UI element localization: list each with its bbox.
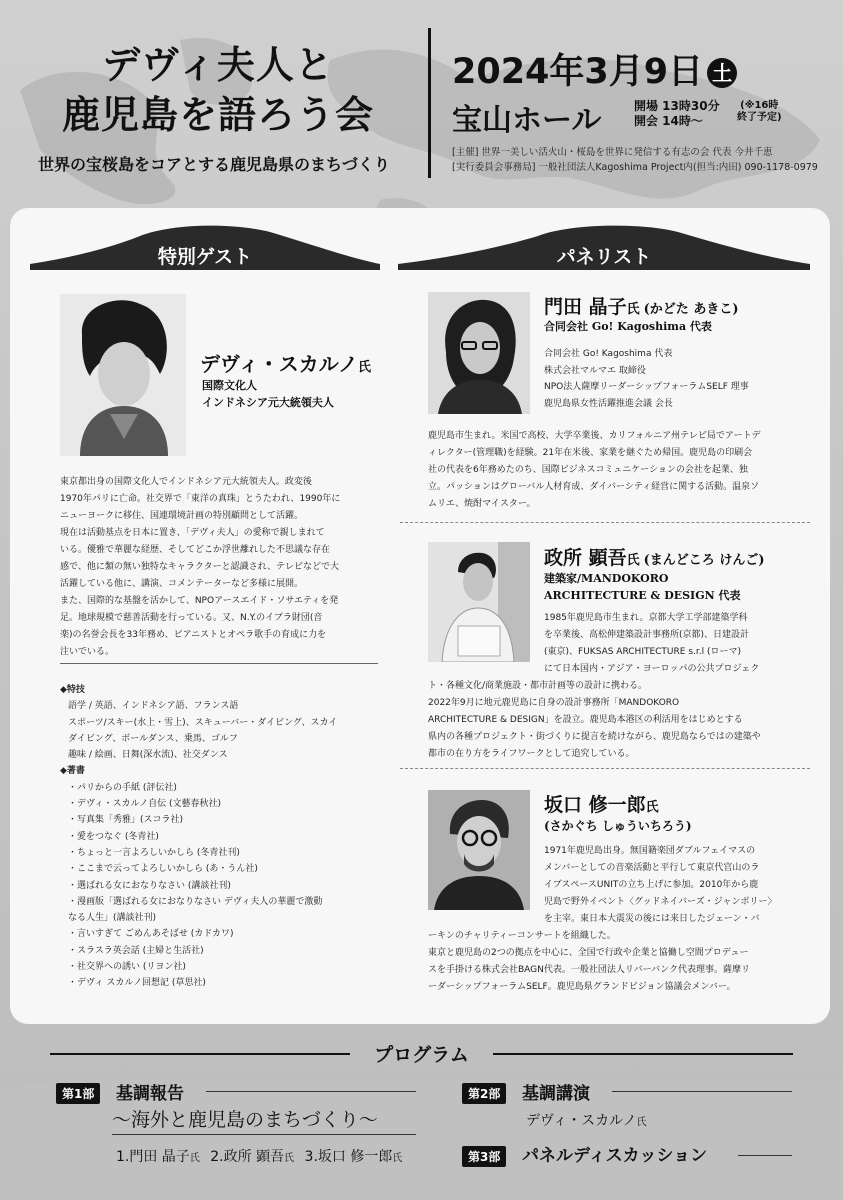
bio-line: ーダーシップフォーラムSELF。鹿児島県グランドビジョン協議会メンバー。 (428, 982, 736, 992)
book-item: ・愛をつなぐ (冬青社) (68, 831, 159, 842)
panelist-3-reading: (さかぐち しゅういちろう) (544, 819, 692, 833)
bio-line: 活躍している他に、講演、コメンテーターなど多様に展開。 (60, 579, 304, 589)
speaker-number: 2. (210, 1149, 224, 1165)
title-line-1: デヴィ夫人と (102, 43, 334, 87)
special-guest-heading: 特別ゲスト (157, 246, 253, 268)
bio-line: 1970年パリに亡命。社交界で「東洋の真珠」とうたわれ、1990年に (60, 494, 341, 504)
guest-name (200, 348, 371, 377)
part-1-theme: 〜海外と鹿児島のまちづくり〜 (112, 1109, 378, 1131)
venue-name: 宝山ホール (452, 103, 602, 138)
speaker-name: 門田 晶子 (129, 1149, 190, 1165)
guest-honorific: 氏 (358, 360, 372, 375)
guest-roles (202, 377, 334, 411)
panelist-divider (400, 522, 810, 523)
speaker-name: 坂口 修一郎 (317, 1149, 393, 1165)
bio-line: ィレクター(管理職)を経験。21年在米後、家業を継ぐため帰国。鹿児島の印刷会 (428, 448, 753, 458)
book-item: ・社交界への誘い (リヨン社) (68, 962, 186, 973)
bio-line: 2022年9月に地元鹿児島に自身の設計事務所「MANDOKORO (428, 698, 680, 708)
panelist-3-name (544, 790, 659, 817)
role-line: NPO法人薩摩リーダーシップフォーラムSELF 理事 (544, 382, 749, 392)
part-2-title: 基調講演 (522, 1084, 590, 1104)
secretariat-line: [実行委員会事務局] 一般社団法人Kagoshima Project内(担当:内田) 090-1178-0979 (452, 162, 818, 173)
end-note-line-1: (※16時 (740, 100, 779, 111)
event-title (28, 40, 408, 140)
bio-line: 1971年鹿児島出身。無国籍楽団ダブルフェイマスの (544, 846, 756, 856)
special-guest-header (30, 218, 380, 270)
part-2-badge: 第2部 (462, 1083, 506, 1104)
guest-skills-books (60, 682, 378, 992)
role-line: 合同会社 Go! Kagoshima 代表 (544, 349, 673, 359)
panelist-2-bio-right (544, 610, 806, 678)
speaker-name: 政所 顕吾 (223, 1149, 285, 1165)
speaker-number: 1. (116, 1149, 130, 1165)
organizer-line: [主催] 世界一美しい活火山・桜島を世界に発信する有志の会 代表 今井千恵 (452, 147, 773, 158)
guest-bio (60, 474, 370, 661)
guest-role-2: インドネシア元大統領夫人 (202, 396, 334, 409)
speaker-number: 3. (304, 1149, 318, 1165)
panelist-1-title: 合同会社 Go! Kagoshima 代表 (544, 320, 712, 333)
bio-line: 県内の各種プロジェクト・街づくりに提言を続けながら、鹿児島ならではの建築や (428, 732, 761, 742)
bio-line: 感で、他に類の無い独特なキャラクターと認識され、テレビなどで大 (60, 562, 340, 572)
speaker-name: デヴィ・スカルノ (526, 1113, 637, 1129)
book-item: なる人生」(講談社刊) (68, 913, 157, 924)
panelist-1-honorific: 氏 (626, 302, 640, 317)
bio-line: 立。パッションはグローバル人材育成、ダイバーシティ経営に関する活動。温泉ソ (428, 482, 760, 492)
part-2-rule (612, 1091, 792, 1092)
books-heading: ◆著書 (60, 766, 85, 777)
part-3-title: パネルディスカッション (522, 1146, 708, 1166)
book-item: ・選ばれる女におなりなさい (講談社刊) (68, 880, 231, 891)
skill-item: スポーツ/スキー(水上・雪上)、スキューバー・ダイビング、スカイ (68, 717, 338, 728)
bio-line: ARCHITECTURE & DESIGN」を設立。鹿児島本港区の利活用をはじめとする (428, 715, 743, 725)
bio-line: を主宰。東日本大震災の後には来日したジェーン・バ (544, 914, 760, 924)
speaker-suffix: 氏 (284, 1153, 295, 1164)
part-1-theme-rule (112, 1134, 416, 1135)
book-item: ・パリからの手紙 (評伝社) (68, 782, 177, 793)
panelist-3-bio (428, 928, 800, 996)
panelist-2-title-line-1: 建築家/MANDOKORO (544, 572, 669, 585)
bio-line: 東京都出身の国際文化人でインドネシア元大統領夫人。政変後 (60, 477, 312, 487)
panelist-1-bio (428, 428, 800, 513)
guest-name-text: デヴィ・スカルノ (200, 352, 358, 376)
panelist-2-honorific: 氏 (626, 553, 640, 568)
panelist-2-title-line-2: ARCHITECTURE & DESIGN 代表 (544, 589, 741, 602)
guest-role-1: 国際文化人 (202, 379, 257, 392)
event-date (452, 44, 737, 94)
panelist-1-roles (544, 346, 749, 412)
book-item: ・ちょっと一言よろしいかしら (冬青社刊) (68, 847, 240, 858)
bio-line: いる。優雅で華麗な経歴、そしてどこか浮世離れした不思議な存在 (60, 545, 331, 555)
part-3-badge: 第3部 (462, 1146, 506, 1167)
bio-line: 足。地球規模で慈善活動を行っている。又、N.Y.のイブラ財団(音 (60, 613, 323, 623)
panelist-1-name-text: 門田 晶子 (544, 296, 627, 318)
part-1-title: 基調報告 (116, 1084, 184, 1104)
bio-line: にて日本国内・アジア・ヨーロッパの公共プロジェク (544, 664, 760, 674)
date-text: 2024年3月9日 (452, 52, 704, 92)
mandokoro-kengo-photo (428, 542, 530, 662)
bio-line: 現在は活動基点を日本に置き、「デヴィ夫人」の愛称で親しまれて (60, 528, 325, 538)
book-item: ・スラスラ英会話 (主婦と生活社) (68, 945, 204, 956)
header-divider (428, 28, 431, 178)
bio-line: 社の代表を6年務めたのち、国際ビジネスコミュニケーションの会社を起業、独 (428, 465, 748, 475)
bio-line: ニューヨークに移住、国連環境計画の特別顧問として活躍。 (60, 511, 304, 521)
bio-line: メンバーとしての音楽活動と平行して東京代官山のラ (544, 863, 760, 873)
organizer-info (452, 145, 818, 175)
end-note-line-2: 終了予定) (737, 112, 782, 123)
speaker-suffix: 氏 (636, 1117, 647, 1128)
bio-line: 児島で野外イベント〈グッドネイバーズ・ジャンボリー〉 (544, 897, 777, 907)
book-item: ・漫画版「選ばれる女におなりなさい デヴィ夫人の華麗で激動 (68, 896, 323, 907)
event-times (634, 99, 720, 129)
book-item: ・デヴィ・スカルノ自伝 (文藝春秋社) (68, 799, 221, 810)
program-heading: プログラム (374, 1044, 469, 1066)
panelist-2-bio (428, 678, 800, 763)
panelist-divider (400, 768, 810, 769)
panelist-1-name (544, 292, 738, 319)
panelist-2-name-text: 政所 顕吾 (544, 547, 627, 569)
panelist-3-honorific: 氏 (645, 800, 659, 815)
panelist-3-bio-right (544, 843, 806, 928)
bio-line: を卒業後、高松伸建築設計事務所(京都)、日建設計 (544, 630, 750, 640)
bio-line: ト・各種文化/商業施設・都市計画等の設計に携わる。 (428, 681, 648, 691)
bio-line: また、国際的な基盤を活かして、NPOアースエイド・ソサエティを発 (60, 596, 339, 606)
bio-line: 1985年鹿児島市生まれ。京都大学工学部建築学科 (544, 613, 748, 623)
event-subtitle: 世界の宝桜島をコアとする鹿児島県のまちづくり (38, 155, 390, 174)
bio-line: スを手掛ける株式会社BAGN代表。一般社団法人リバーバンク代表理事。薩摩リ (428, 965, 750, 975)
day-of-week-badge: 土 (707, 58, 737, 88)
panelist-heading: パネリスト (556, 246, 652, 268)
book-item: ・写真集「秀雅」(スコラ社) (68, 815, 184, 826)
skill-item: ダイビング、ボールダンス、乗馬、ゴルフ (68, 733, 238, 744)
part-1-speakers (116, 1146, 402, 1166)
skills-heading: ◆特技 (60, 685, 85, 695)
bio-line: イブスペースUNITの立ち上げに参加。2010年から鹿 (544, 880, 759, 890)
bio-line: 注いでいる。 (60, 647, 115, 657)
kadota-akiko-photo (428, 292, 530, 414)
panelist-1-reading: (かどた あきこ) (643, 302, 739, 317)
dewi-sukarno-photo (60, 294, 186, 456)
part-3-rule (738, 1155, 792, 1156)
skill-item: 趣味 / 絵画、日舞(深水流)、社交ダンス (68, 750, 228, 761)
skill-item: 語学 / 英語、インドネシア語、フランス語 (68, 701, 239, 712)
panelist-header (398, 218, 810, 270)
book-item: ・デヴィ スカルノ回想記 (草思社) (68, 978, 206, 989)
title-line-2: 鹿児島を語ろう会 (61, 93, 374, 137)
bio-line: 鹿児島市生まれ。米国で高校、大学卒業後、カリフォルニア州テレビ局でアートデ (428, 431, 761, 441)
speaker-suffix: 氏 (392, 1153, 403, 1164)
book-item: ・ここまで云ってよろしいかしら (あ・うん社) (68, 864, 258, 875)
panelist-2-name (544, 543, 764, 570)
speaker-suffix: 氏 (189, 1153, 200, 1164)
part-1-badge: 第1部 (56, 1083, 100, 1104)
part-1-rule (206, 1091, 416, 1092)
bio-line: 都市の在り方をライフワークとして追究している。 (428, 749, 635, 759)
panelist-3-name-text: 坂口 修一郎 (544, 794, 646, 816)
bio-line: ーキンのチャリティーコンサートを組織した。 (428, 931, 616, 941)
book-item: ・言いすぎて ごめんあそばせ (カドカワ) (68, 929, 234, 940)
start-time: 開会 14時〜 (634, 114, 703, 128)
guest-divider (60, 663, 378, 664)
panelist-2-reading: (まんどころ けんご) (643, 553, 765, 568)
role-line: 鹿児島県女性活躍推進会議 会長 (544, 398, 673, 409)
open-time: 開場 13時30分 (634, 99, 720, 113)
bio-line: ムリエ、焼酎マイスター。 (428, 499, 536, 509)
end-time-note (737, 100, 782, 124)
role-line: 株式会社マルマエ 取締役 (544, 365, 646, 376)
bio-line: 楽)の名誉会長を33年務め、ピアニストとオペラ歌手の育成に力を (60, 630, 327, 640)
sakaguchi-shuichiro-photo (428, 790, 530, 910)
part-2-speaker (526, 1110, 647, 1130)
panelist-2-title (544, 570, 740, 604)
bio-line: (東京)、FUKSAS ARCHITECTURE s.r.l (ローマ) (544, 647, 741, 657)
bio-line: 東京と鹿児島の2つの拠点を中心に、全国で行政や企業と協働し空間プロデュー (428, 948, 749, 958)
